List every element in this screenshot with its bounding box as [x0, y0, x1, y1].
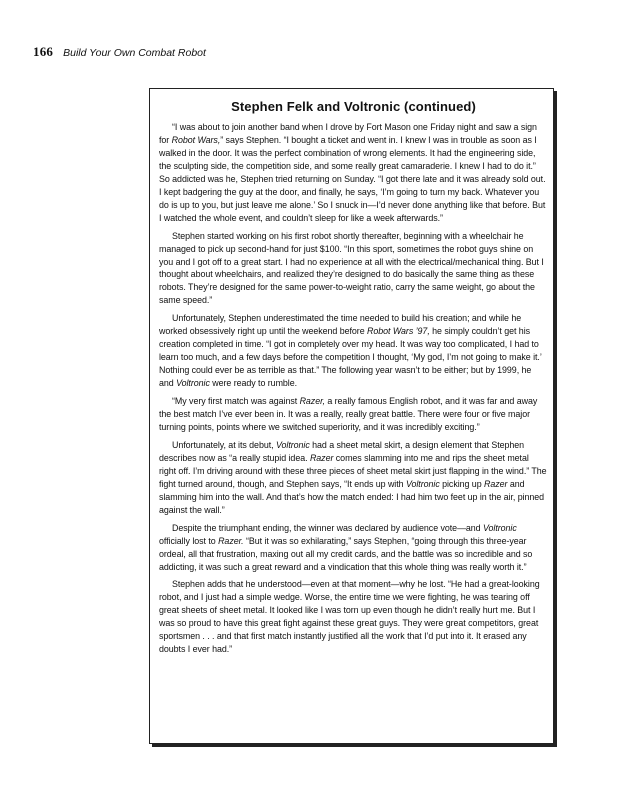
paragraph-text: he simply couldn’t get his creation completed in time. “I got in completely over my head. It was way too complicated, I had to learn too much, and a few days before the competition I thought, ‘My god, I’m not going to make it.’ Nothing could ever be as terrible as that.” The following year wasn’t to be either; but by 1999, he and [159, 326, 542, 389]
italic-text: Razer [309, 452, 334, 463]
sidebar-paragraph [159, 312, 548, 390]
italic-text: Robot Wars, [171, 134, 221, 145]
sidebar-paragraph [159, 395, 548, 434]
page-number: 166 [33, 44, 54, 59]
italic-text: Robot Wars ’97, [367, 326, 430, 337]
sidebar-paragraph [159, 522, 548, 574]
paragraph-text: “But it was so exhilarating,” says Stephen, “going through this three-year ordeal, all that frustration, maxing out all my credit cards, and the battle was so incredible and so addicting, it was such a great reward and a vindication that this whole thing was really worth it.” [159, 535, 533, 572]
paragraph-text: a really famous English robot, and it was far and away the best match I’ve ever been in. It was a really, really great battle. There were four or five major turning points, points where we switched superiority, and it was incredibly exciting.” [159, 396, 538, 432]
paragraph-text: Despite the triumphant ending, the winner was declared by audience vote—and [172, 522, 483, 533]
sidebar-paragraph [159, 439, 548, 517]
paragraph-text: and slamming him into the wall. And that’s how the match ended: I had him two feet up in the air, pinned against the wall.” [159, 478, 545, 515]
paragraph-text: officially lost to [159, 535, 219, 546]
sidebar-paragraph [159, 230, 548, 308]
italic-text: Voltronic [482, 522, 517, 533]
sidebar-body [159, 121, 548, 656]
running-head [33, 44, 206, 60]
paragraph-text: Unfortunately, at its debut, [172, 439, 276, 450]
paragraph-text: Stephen started working on his first robot shortly thereafter, beginning with a wheelchair he managed to pick up second-hand for just $100. “In this sport, sometimes the robot guys shine on you and I got off to a great start. I had no experience at all with the electrical/mechanical thing. But I thought about wheelchairs, and realized they’re designed to do basically the same thing as these robots. They’re designed for the same power-to-weight ratio, carry the same weight, go about the same speed.” [159, 230, 544, 306]
sidebar-paragraph [159, 121, 548, 225]
italic-text: Voltronic [405, 478, 440, 489]
italic-text: Razer [484, 478, 508, 489]
paragraph-text: “My very first match was against [172, 396, 300, 407]
italic-text: Voltronic [275, 439, 310, 450]
paragraph-text: comes slamming into me and rips the sheet metal right off. I’m driving around with these three pieces of sheet metal skirt just flapping in the wind.” The fight turned around, though, and Stephen says, “It ends up with [159, 452, 547, 489]
sidebar-box [149, 88, 554, 744]
italic-text: Razer. [218, 535, 244, 546]
paragraph-text: picking up [439, 478, 484, 489]
paragraph-text: Stephen adds that he understood—even at that moment—why he lost. “He had a great-looking robot, and I just had a simple wedge. Worse, the entire time we were fighting, he was tearing off great sheets of sheet metal. It looked like I was torn up even though he didn’t really hurt me. But I was so proud to have this great fight against these great guys. They were great competitors, great sportsmen . . . and that first match instantly justified all the work that I’d put into it. It erased any doubts I ever had.” [159, 579, 540, 655]
sidebar-paragraph [159, 578, 548, 656]
book-title: Build Your Own Combat Robot [63, 47, 206, 59]
sidebar-title: Stephen Felk and Voltronic (continued) [231, 99, 476, 114]
paragraph-text: “I was about to join another band when I drove by Fort Mason one Friday night and saw a sign for [159, 122, 537, 145]
paragraph-text: had a sheet metal skirt, a design element that Stephen describes now as “a really stupid idea. [159, 439, 525, 463]
paragraph-text: were ready to rumble. [209, 378, 298, 389]
italic-text: Razer, [299, 396, 325, 407]
paragraph-text: ” says Stephen. “I bought a ticket and went in. I knew I was in trouble as soon as I walked in the door. It was the perfect combination of wrong elements. It had the engineering side, the sculpting side, the competition side, and some really great camaraderie. I knew I had to do it.” So addicted was he, Stephen tried returning on Sunday. “I got there late and it was already sold out. I kept badgering the guy at the door, and finally, he says, ‘I’m going to turn my back. Whatever you do is up to you, but just leave me alone.’ So I snuck in—I’d never done anything like that before. But I watched the whole event, and couldn’t sleep for like a week afterwards.” [159, 134, 546, 223]
italic-text: Voltronic [176, 378, 210, 389]
paragraph-text: Unfortunately, Stephen underestimated the time needed to build his creation; and while he worked obsessively right up until the weekend before [159, 313, 522, 337]
